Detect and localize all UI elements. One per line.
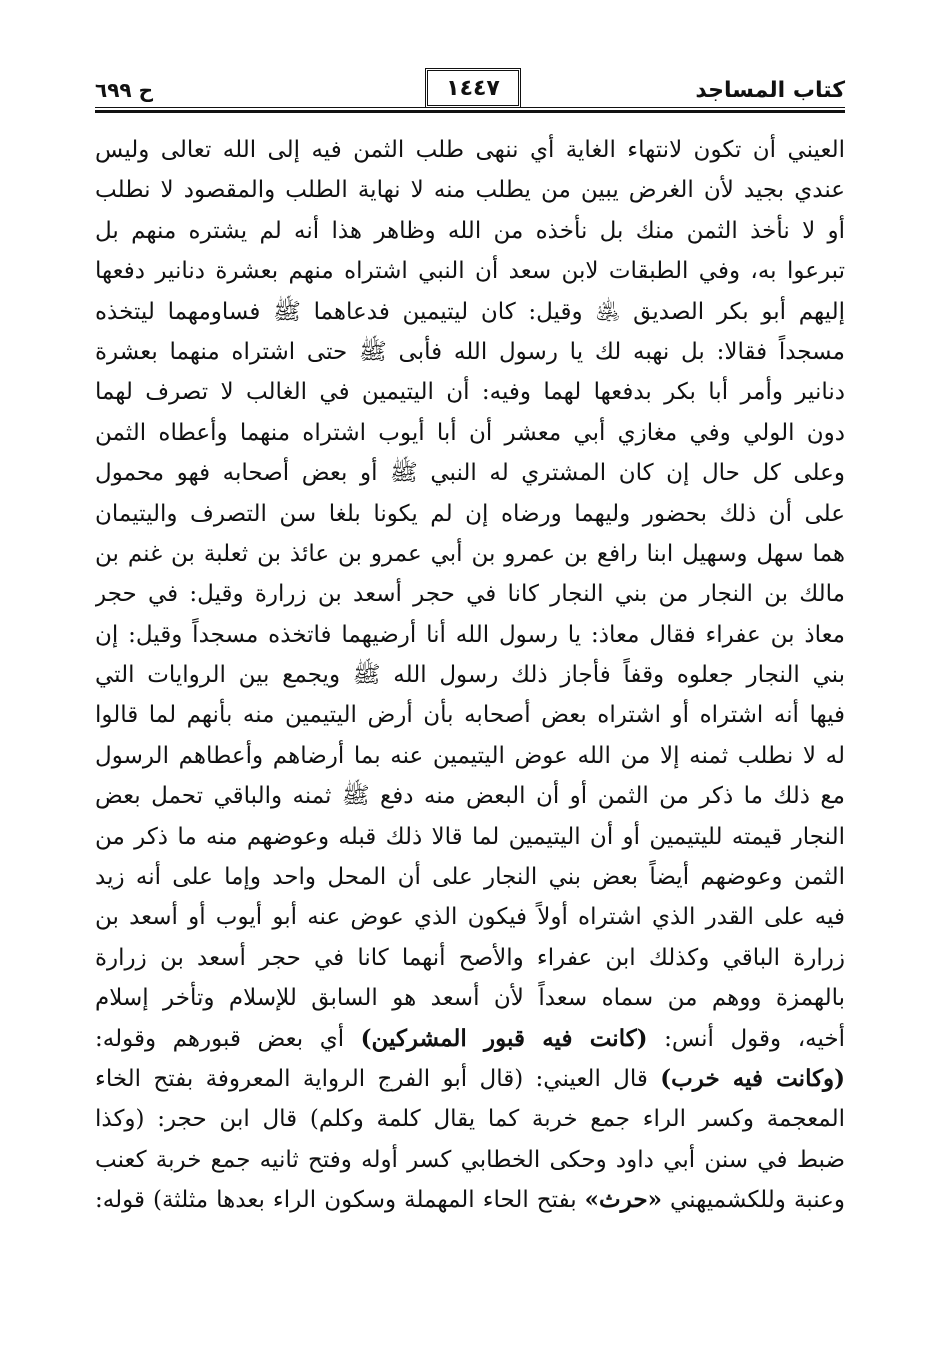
text-segment: له لا نطلب ثمنه إلا من الله عوض اليتيمين عنه بما أرضاهم وأعطاهم الرسول xyxy=(95,742,845,769)
text-segment: مع ذلك ما ذكر من الثمن أو أن البعض منه دفع ﷺ ثمنه والباقي تحمل بعض xyxy=(95,783,845,810)
text-line xyxy=(95,453,845,493)
quoted-term: (كانت فيه قبور المشركين) xyxy=(360,1024,648,1052)
text-segment: وعنبة وللكشميهني xyxy=(661,1187,845,1214)
text-line xyxy=(95,857,845,897)
text-segment: الثمن وعوضهم أيضاً بعض بني النجار على أن المحل واحد وإما على أنه زيد xyxy=(95,864,845,891)
text-line xyxy=(95,251,845,291)
text-segment: وعلى كل حال إن كان المشتري له النبي ﷺ أو بعض أصحابه فهو محمول xyxy=(95,460,845,487)
header-divider xyxy=(95,107,845,113)
text-segment: بني النجار جعلوه وقفاً فأجاز ذلك رسول الله ﷺ ويجمع بين الروايات التي xyxy=(95,662,845,689)
text-segment: قال العيني: (قال أبو الفرج الرواية المعروفة بفتح الخاء xyxy=(95,1065,661,1092)
text-line xyxy=(95,292,845,332)
text-line xyxy=(95,897,845,937)
text-line xyxy=(95,170,845,210)
text-line xyxy=(95,332,845,372)
text-line xyxy=(95,1140,845,1180)
text-line xyxy=(95,776,845,816)
text-line xyxy=(95,817,845,857)
text-line xyxy=(95,372,845,412)
text-line xyxy=(95,938,845,978)
text-line xyxy=(95,413,845,453)
page-body xyxy=(95,130,845,1221)
text-segment: بالهمزة ووهم من سماه سعداً لأن أسعد هو السابق للإسلام وتأخر إسلام xyxy=(95,985,845,1012)
text-segment: المعجمة وكسر الراء جمع خربة كما يقال كلمة وكلم) قال ابن حجر: (وكذا xyxy=(95,1106,845,1133)
text-segment: فيها أنه اشتراه أو اشتراه بعض أصحابه بأن أرض اليتيمين منه بأنهم لما قالوا xyxy=(95,702,845,729)
page-number: ١٤٤٧ xyxy=(425,68,521,108)
text-segment: تبرعوا به، وفي الطبقات لابن سعد أن النبي اشتراه منهم بعشرة دنانير دفعها xyxy=(95,258,845,285)
text-line xyxy=(95,574,845,614)
text-segment: معاذ بن عفراء فقال معاذ: يا رسول الله أنا أرضيهما فاتخذه مسجداً وقيل: إن xyxy=(95,621,845,648)
hadith-reference: ح ٦٩٩ xyxy=(95,78,154,102)
text-segment: النجار قيمته لليتيمين أو أن اليتيمين لما قالا ذلك قبله وعوضهم منه ما ذكر من xyxy=(95,823,845,850)
text-segment: أو لا نأخذ الثمن منك بل نأخذه من الله وظاهر هذا أنه لم يشتره منهم بل xyxy=(95,217,845,244)
text-segment: إليهم أبو بكر الصديق ﵁ وقيل: كان ليتيمين فدعاهما ﷺ فساومهما ليتخذه xyxy=(95,298,845,325)
chapter-title: كتاب المساجد xyxy=(695,78,845,103)
text-line xyxy=(95,615,845,655)
quoted-term: «حرث» xyxy=(584,1186,662,1214)
text-segment: أي بعض قبورهم وقوله: xyxy=(95,1025,361,1052)
text-line xyxy=(95,736,845,776)
text-line xyxy=(95,211,845,251)
text-segment: العيني أن تكون لانتهاء الغاية أي ننهى طلب الثمن فيه إلى الله تعالى وليس xyxy=(95,137,845,163)
text-segment: دنانير وأمر أبا بكر بدفعها لهما وفيه: أن اليتيمين في الغالب لا تصرف لهما xyxy=(95,379,845,406)
text-line xyxy=(95,1019,845,1059)
text-segment: بفتح الحاء المهملة وسكون الراء بعدها مثلثة) قوله: xyxy=(95,1187,585,1214)
text-line xyxy=(95,695,845,735)
text-line xyxy=(95,1180,845,1220)
text-segment: مالك بن النجار من بني النجار كانا في حجر أسعد بن زرارة وقيل: في حجر xyxy=(95,581,845,608)
text-segment: فيه على القدر الذي اشتراه أولاً فيكون الذي عوض عنه أبو أيوب أو أسعد بن xyxy=(95,904,845,931)
text-segment: عندي بجيد لأن الغرض يبين من يطلب منه لا نهاية الطلب والمقصود لا نطلب xyxy=(95,177,845,204)
text-line xyxy=(95,534,845,574)
text-line xyxy=(95,655,845,695)
text-segment: زرارة الباقي وكذلك ابن عفراء والأصح أنهما كانا في حجر أسعد بن زرارة xyxy=(95,944,845,971)
text-line xyxy=(95,1099,845,1139)
text-segment: دون الولي وفي مغازي أبي معشر أن أبا أيوب اشتراه منهما وأعطاه الثمن xyxy=(95,419,845,446)
text-segment: مسجداً فقالا: بل نهبه لك يا رسول الله فأبى ﷺ حتى اشتراه منهما بعشرة xyxy=(95,338,845,365)
text-line xyxy=(95,130,845,170)
text-line xyxy=(95,1059,845,1099)
page-header xyxy=(95,74,845,104)
text-segment: على أن ذلك بحضور وليهما ورضاه إن لم يكونا بلغا سن التصرف واليتيمان xyxy=(95,500,845,527)
text-segment: هما سهل وسهيل ابنا رافع بن عمرو بن أبي عمرو بن عائذ بن ثعلبة بن غنم بن xyxy=(95,540,845,567)
text-line xyxy=(95,978,845,1018)
text-segment: ضبط في سنن أبي داود وحكى الخطابي كسر أوله وفتح ثانيه جمع خربة كعنب xyxy=(95,1146,845,1173)
quoted-term: (وكانت فيه خرب) xyxy=(660,1064,845,1092)
text-segment: أخيه، وقول أنس: xyxy=(647,1025,845,1052)
text-line xyxy=(95,494,845,534)
